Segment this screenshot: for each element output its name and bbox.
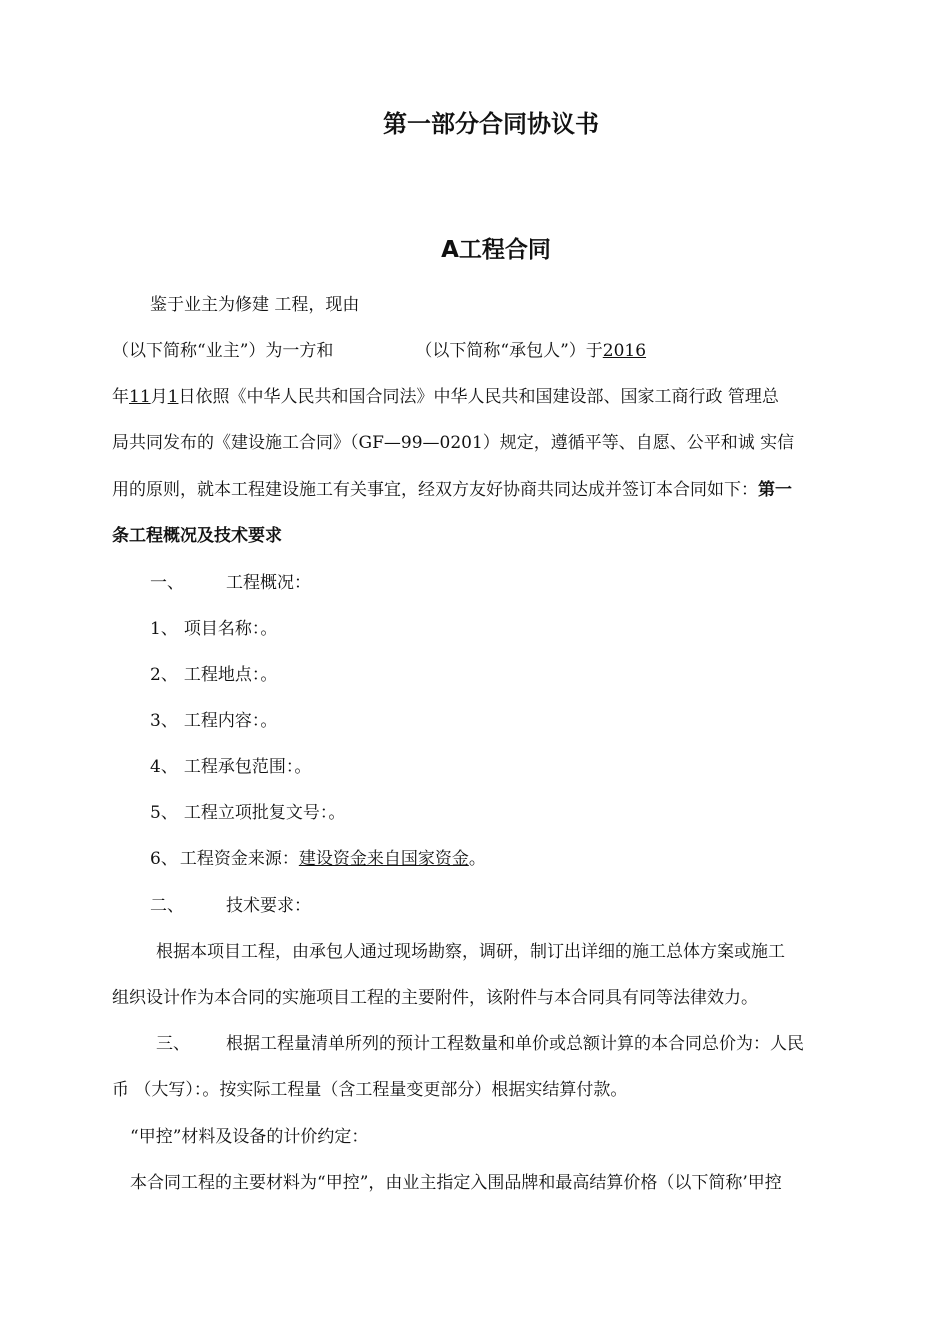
item-text: 工程内容：。 — [183, 711, 278, 731]
list-item — [150, 617, 277, 641]
item-number: 5、 — [150, 803, 178, 823]
paragraph-line — [112, 478, 792, 502]
section-text: 根据工程量清单所列的预计工程数量和单价或总额计算的本合同总价为：人民 — [226, 1034, 804, 1054]
item-text: 工程资金来源： — [179, 849, 299, 869]
paragraph-line: 局共同发布的《建设施工合同》（GF—99—0201）规定，遵循平等、自愿、公平和诚 实信 — [112, 433, 795, 453]
item-number: 1、 — [150, 619, 178, 639]
list-item — [150, 847, 486, 871]
paragraph-line — [112, 385, 779, 409]
section-number: 一、 — [150, 573, 184, 593]
paragraph-line: 根据本项目工程，由承包人通过现场勘察，调研，制订出详细的施工总体方案或施工 — [156, 942, 785, 962]
paragraph-line: 币 （大写）：。按实际工程量（含工程量变更部分）根据实结算付款。 — [112, 1080, 628, 1100]
text-nian: 年 — [112, 387, 129, 407]
section-heading — [150, 571, 311, 595]
item-number: 6、 — [150, 849, 178, 869]
list-item — [150, 755, 311, 779]
text-p5: 用的原则，就本工程建设施工有关事宜，经双方友好协商共同达成并签订本合同如下： — [112, 480, 758, 500]
item-text: 项目名称：。 — [183, 619, 278, 639]
month-value: 11 — [129, 387, 151, 407]
section-heading — [156, 1032, 804, 1056]
list-item — [150, 663, 277, 687]
section-number: 三、 — [156, 1034, 190, 1054]
document-title: 第一部分合同协议书 — [383, 110, 599, 138]
funding-source-value: 建设资金来自国家资金 — [298, 849, 469, 869]
paragraph-line: 鉴于业主为修建 工程，现由 — [150, 295, 360, 315]
section-text: 技术要求： — [226, 896, 311, 916]
item-end: 。 — [468, 849, 486, 869]
item-text: 工程承包范围：。 — [183, 757, 312, 777]
item-number: 4、 — [150, 757, 178, 777]
item-text: 工程立项批复文号：。 — [183, 803, 346, 823]
paragraph-line: 本合同工程的主要材料为“甲控”，由业主指定入围品牌和最高结算价格（以下简称’甲控 — [130, 1173, 782, 1193]
text-rest: 日依照《中华人民共和国合同法》中华人民共和国建设部、国家工商行政 管理总 — [178, 387, 779, 407]
day-value: 1 — [167, 387, 179, 407]
article-heading: 条工程概况及技术要求 — [112, 526, 282, 546]
text-yue: 月 — [150, 387, 168, 407]
paragraph-line — [112, 339, 646, 363]
party-contractor-text: （以下简称“承包人”）于 — [415, 341, 603, 361]
year-value: 2016 — [602, 341, 647, 361]
section-number: 二、 — [150, 896, 184, 916]
item-number: 2、 — [150, 665, 178, 685]
paragraph-line: “甲控”材料及设备的计价约定： — [130, 1127, 369, 1147]
item-number: 3、 — [150, 711, 178, 731]
list-item — [150, 709, 277, 733]
paragraph-line: 组织设计作为本合同的实施项目工程的主要附件，该附件与本合同具有同等法律效力。 — [112, 988, 758, 1008]
list-item — [150, 801, 345, 825]
article-heading-start: 第一 — [758, 480, 792, 500]
section-heading — [150, 894, 311, 918]
document-subtitle: A工程合同 — [441, 237, 551, 263]
party-owner-text: （以下简称“业主”）为一方和 — [112, 341, 334, 361]
item-text: 工程地点：。 — [183, 665, 278, 685]
section-text: 工程概况： — [226, 573, 311, 593]
